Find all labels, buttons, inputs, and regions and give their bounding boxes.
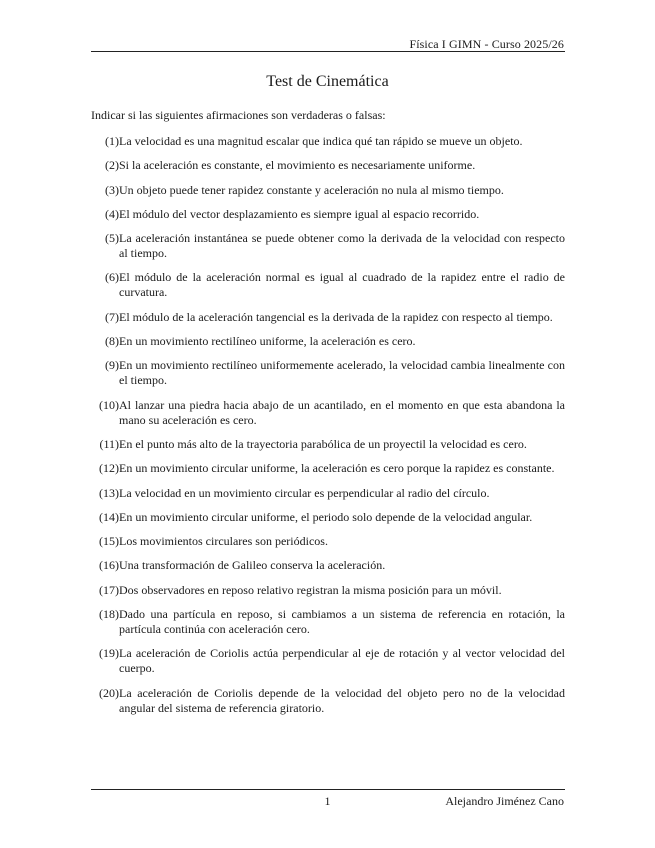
question-number: (15) <box>99 534 119 549</box>
question-number: (3) <box>105 182 119 197</box>
question-item <box>91 158 565 173</box>
question-text: Los movimientos circulares son periódicos. <box>119 534 328 549</box>
question-item <box>91 334 565 349</box>
question-text: La aceleración de Coriolis actúa perpendicular al eje de rotación y al vector velocidad del cuerpo. <box>119 646 565 676</box>
question-number: (12) <box>99 461 119 476</box>
question-number: (11) <box>99 436 119 451</box>
question-text: El módulo del vector desplazamiento es siempre igual al espacio recorrido. <box>119 206 480 221</box>
question-item <box>91 183 565 198</box>
question-text: En un movimiento circular uniforme, el periodo solo depende de la velocidad angular. <box>119 509 533 524</box>
question-item <box>91 310 565 325</box>
question-item <box>91 686 565 716</box>
question-item <box>91 437 565 452</box>
question-item <box>91 534 565 549</box>
question-text: En un movimiento circular uniforme, la aceleración es cero porque la rapidez es constante. <box>119 461 555 476</box>
question-number: (10) <box>99 397 119 412</box>
question-text: El módulo de la aceleración tangencial es la derivada de la rapidez con respecto al tiempo. <box>119 309 553 324</box>
question-item <box>91 231 565 261</box>
question-item <box>91 583 565 598</box>
question-number: (18) <box>99 607 119 622</box>
question-item <box>91 398 565 428</box>
question-text: Una transformación de Galileo conserva la aceleración. <box>119 558 386 573</box>
question-text: La velocidad en un movimiento circular es perpendicular al radio del círculo. <box>119 485 490 500</box>
question-number: (13) <box>99 485 119 500</box>
question-item <box>91 270 565 300</box>
question-list <box>91 134 565 725</box>
question-item <box>91 510 565 525</box>
question-number: (9) <box>105 358 119 373</box>
question-text: Dos observadores en reposo relativo registran la misma posición para un móvil. <box>119 582 502 597</box>
question-number: (14) <box>99 509 119 524</box>
running-header: Física I GIMN - Curso 2025/26 <box>409 37 564 51</box>
question-number: (2) <box>105 158 119 173</box>
question-number: (7) <box>105 309 119 324</box>
question-text: El módulo de la aceleración normal es igual al cuadrado de la rapidez entre el radio de curvatura. <box>119 270 565 300</box>
question-number: (1) <box>105 134 119 148</box>
question-number: (4) <box>105 206 119 221</box>
question-text: Si la aceleración es constante, el movimiento es necesariamente uniforme. <box>119 158 476 173</box>
question-text: Dado una partícula en reposo, si cambiamos a un sistema de referencia en rotación, la partícula continúa con aceleración cero. <box>119 607 565 637</box>
question-item <box>91 646 565 676</box>
author-name: Alejandro Jiménez Cano <box>445 794 564 808</box>
question-number: (17) <box>99 582 119 597</box>
question-text: Al lanzar una piedra hacia abajo de un acantilado, en el momento en que esta abandona la mano su aceleración es cero. <box>119 397 565 427</box>
question-item <box>91 558 565 573</box>
footer-rule <box>91 789 565 790</box>
question-item <box>91 134 565 149</box>
question-number: (8) <box>105 334 119 349</box>
question-item <box>91 607 565 637</box>
question-text: En el punto más alto de la trayectoria parabólica de un proyectil la velocidad es cero. <box>119 436 527 451</box>
question-number: (20) <box>99 685 119 700</box>
question-number: (6) <box>105 270 119 285</box>
question-text: La aceleración de Coriolis depende de la velocidad del objeto pero no de la velocidad angular del sistema de referencia giratorio. <box>119 685 565 715</box>
page-number: 1 <box>324 794 331 808</box>
question-text: La aceleración instantánea se puede obtener como la derivada de la velocidad con respecto al tiempo. <box>119 231 565 261</box>
question-text: Un objeto puede tener rapidez constante y aceleración no nula al mismo tiempo. <box>119 182 504 197</box>
header-rule <box>91 51 565 52</box>
document-title: Test de Cinemática <box>266 73 389 90</box>
question-number: (16) <box>99 558 119 573</box>
question-item <box>91 486 565 501</box>
question-item <box>91 358 565 388</box>
question-text: La velocidad es una magnitud escalar que indica qué tan rápido se mueve un objeto. <box>119 134 523 148</box>
question-text: En un movimiento rectilíneo uniforme, la aceleración es cero. <box>119 334 416 349</box>
question-item <box>91 207 565 222</box>
question-number: (19) <box>99 646 119 661</box>
question-number: (5) <box>105 231 119 246</box>
question-item <box>91 461 565 476</box>
instructions-text: Indicar si las siguientes afirmaciones son verdaderas o falsas: <box>91 108 386 122</box>
question-text: En un movimiento rectilíneo uniformemente acelerado, la velocidad cambia linealmente con el tiempo. <box>119 358 565 388</box>
